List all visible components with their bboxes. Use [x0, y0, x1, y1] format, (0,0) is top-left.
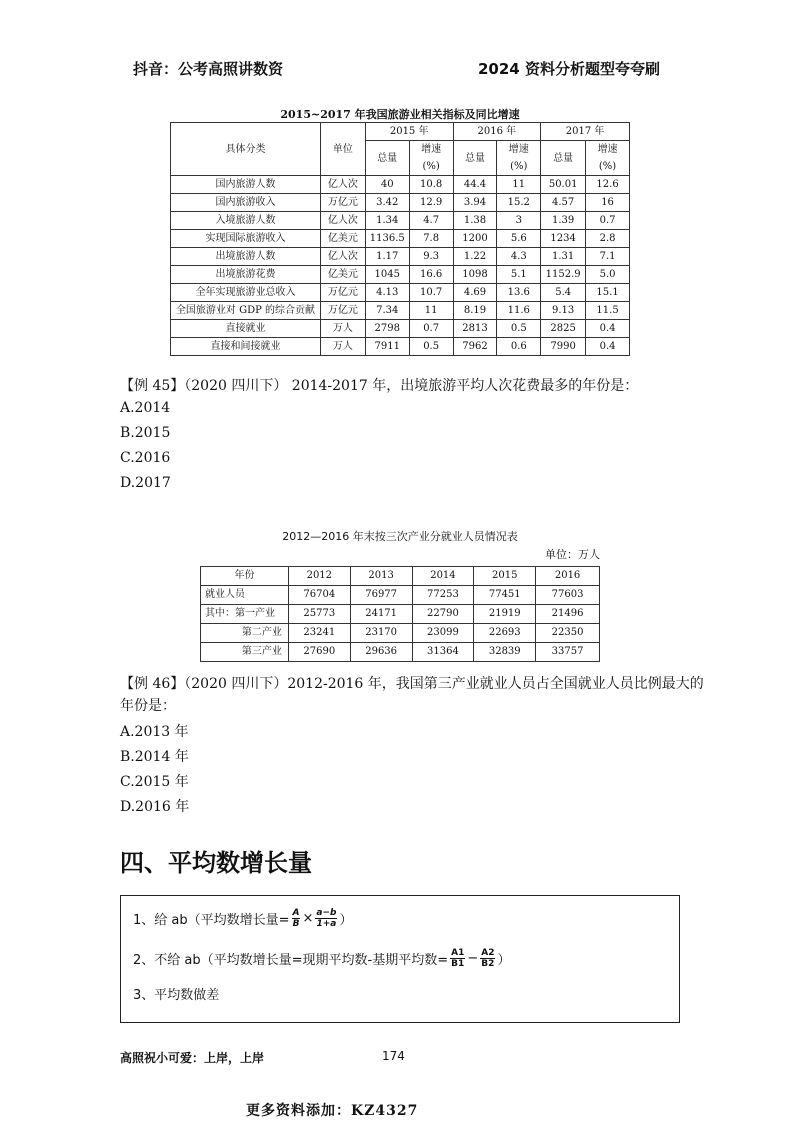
- data-cell: 76977: [350, 586, 412, 605]
- year-header: 2015 年: [365, 123, 453, 141]
- data-cell: 77603: [536, 586, 600, 605]
- row-indicator: 全国旅游业对 GDP 的综合贡献: [171, 302, 321, 320]
- employment-table: [200, 566, 600, 662]
- data-cell: 7.1: [586, 248, 630, 266]
- fraction-a2-over-b2: [480, 948, 495, 969]
- row-indicator: 直接和间接就业: [171, 338, 321, 356]
- q46-stem-line2: 年份是：: [120, 698, 176, 714]
- data-cell: 1.38: [453, 212, 497, 230]
- table-row: [171, 176, 630, 194]
- year-header: 2014: [412, 567, 474, 586]
- year-header: 2016: [536, 567, 600, 586]
- data-cell: 7911: [365, 338, 409, 356]
- data-cell: 0.5: [409, 338, 453, 356]
- data-cell: 23241: [288, 624, 350, 643]
- q46-stem-line1: 【例 46】（2020 四川下）2012-2016 年，我国第三产业就业人员占全国就业人员比例最大的: [120, 676, 704, 692]
- data-cell: 15.1: [586, 284, 630, 302]
- q46-option-d: D.2016 年: [120, 799, 190, 815]
- data-cell: 12.9: [409, 194, 453, 212]
- q46-option-a: A.2013 年: [120, 724, 189, 740]
- row-label: 其中：第一产业: [201, 605, 289, 624]
- row-unit: 亿美元: [320, 230, 365, 248]
- sub-total: 总量: [453, 141, 497, 176]
- data-cell: 1234: [541, 230, 586, 248]
- data-cell: 21919: [474, 605, 536, 624]
- sub-pct: (%): [497, 158, 541, 176]
- item2-suffix: ）: [497, 953, 511, 968]
- row-unit: 万人: [320, 320, 365, 338]
- data-cell: 2.8: [586, 230, 630, 248]
- table-row: [171, 338, 630, 356]
- data-cell: 1.17: [365, 248, 409, 266]
- data-cell: 2825: [541, 320, 586, 338]
- row-unit: 万人: [320, 338, 365, 356]
- data-cell: 3: [497, 212, 541, 230]
- data-cell: 1200: [453, 230, 497, 248]
- row-unit: 亿人次: [320, 176, 365, 194]
- row-label: 就业人员: [201, 586, 289, 605]
- data-cell: 4.13: [365, 284, 409, 302]
- q46-option-b: B.2014 年: [120, 749, 189, 765]
- table-row: [171, 248, 630, 266]
- sub-pct: (%): [409, 158, 453, 176]
- row-indicator: 实现国际旅游收入: [171, 230, 321, 248]
- row-indicator: 出境旅游花费: [171, 266, 321, 284]
- data-cell: 23099: [412, 624, 474, 643]
- q45-option-b: B.2015: [120, 425, 171, 441]
- formula-item-1: [133, 908, 352, 929]
- page-number: 174: [382, 1049, 405, 1063]
- table-row: [201, 586, 600, 605]
- data-cell: 7.34: [365, 302, 409, 320]
- q45-stem: 【例 45】（2020 四川下） 2014-2017 年，出境旅游平均人次花费最多的年份是：: [120, 378, 639, 394]
- year-header: 2015: [474, 567, 536, 586]
- data-cell: 40: [365, 176, 409, 194]
- frac-den: B1: [451, 959, 465, 969]
- data-cell: 5.1: [497, 266, 541, 284]
- data-cell: 0.7: [586, 212, 630, 230]
- data-cell: 1.34: [365, 212, 409, 230]
- data-cell: 27690: [288, 643, 350, 662]
- data-cell: 1.39: [541, 212, 586, 230]
- sub-growth: 增速: [409, 141, 453, 159]
- data-cell: 1045: [365, 266, 409, 284]
- year-label-header: 年份: [201, 567, 289, 586]
- frac-num: A: [292, 908, 300, 918]
- data-cell: 77451: [474, 586, 536, 605]
- data-cell: 4.7: [409, 212, 453, 230]
- data-cell: 76704: [288, 586, 350, 605]
- data-cell: 9.3: [409, 248, 453, 266]
- data-cell: 25773: [288, 605, 350, 624]
- row-indicator: 全年实现旅游业总收入: [171, 284, 321, 302]
- data-cell: 1.31: [541, 248, 586, 266]
- fraction-a1-over-b1: [450, 948, 465, 969]
- year-header: 2013: [350, 567, 412, 586]
- table-row: [171, 230, 630, 248]
- data-cell: 4.69: [453, 284, 497, 302]
- formula-box: [120, 895, 680, 1023]
- col-unit-header: 单位: [320, 123, 365, 176]
- table-row: [201, 605, 600, 624]
- data-cell: 2798: [365, 320, 409, 338]
- data-cell: 7.8: [409, 230, 453, 248]
- row-unit: 万亿元: [320, 194, 365, 212]
- data-cell: 31364: [412, 643, 474, 662]
- frac-num: A1: [451, 948, 465, 958]
- data-cell: 44.4: [453, 176, 497, 194]
- row-unit: 万亿元: [320, 302, 365, 320]
- table-row: [171, 302, 630, 320]
- data-cell: 11.6: [497, 302, 541, 320]
- sub-growth: 增速: [586, 141, 630, 159]
- row-indicator: 出境旅游人数: [171, 248, 321, 266]
- tourism-table: [170, 122, 630, 356]
- row-label: 第二产业: [201, 624, 289, 643]
- data-cell: 11.5: [586, 302, 630, 320]
- times-sign: ×: [302, 911, 314, 926]
- data-cell: 13.6: [497, 284, 541, 302]
- frac-num: A2: [481, 948, 495, 958]
- data-cell: 3.94: [453, 194, 497, 212]
- data-cell: 0.6: [497, 338, 541, 356]
- data-cell: 9.13: [541, 302, 586, 320]
- frac-den: 1+a: [316, 919, 337, 929]
- sub-total: 总量: [365, 141, 409, 176]
- header-left: 抖音：公考高照讲数资: [133, 60, 284, 78]
- data-cell: 1136.5: [365, 230, 409, 248]
- sub-growth: 增速: [497, 141, 541, 159]
- table-row: [171, 284, 630, 302]
- data-cell: 24171: [350, 605, 412, 624]
- item1-suffix: ）: [339, 913, 353, 928]
- data-cell: 1098: [453, 266, 497, 284]
- row-indicator: 直接就业: [171, 320, 321, 338]
- row-unit: 亿人次: [320, 212, 365, 230]
- data-cell: 4.3: [497, 248, 541, 266]
- table-row: [201, 624, 600, 643]
- data-cell: 22693: [474, 624, 536, 643]
- data-cell: 4.57: [541, 194, 586, 212]
- data-cell: 5.6: [497, 230, 541, 248]
- table-row: [171, 266, 630, 284]
- frac-den: B2: [481, 959, 495, 969]
- data-cell: 16: [586, 194, 630, 212]
- row-indicator: 入境旅游人数: [171, 212, 321, 230]
- data-cell: 7962: [453, 338, 497, 356]
- data-cell: 5.0: [586, 266, 630, 284]
- data-cell: 1.22: [453, 248, 497, 266]
- data-cell: 15.2: [497, 194, 541, 212]
- data-cell: 29636: [350, 643, 412, 662]
- data-cell: 10.8: [409, 176, 453, 194]
- table1-title: 2015~2017 年我国旅游业相关指标及同比增速: [280, 108, 520, 121]
- data-cell: 10.7: [409, 284, 453, 302]
- table-row: [171, 320, 630, 338]
- row-label: 第三产业: [201, 643, 289, 662]
- col-indicator-header: 具体分类: [171, 123, 321, 176]
- data-cell: 11: [409, 302, 453, 320]
- data-cell: 8.19: [453, 302, 497, 320]
- table2-unit: 单位：万人: [545, 548, 600, 561]
- row-unit: 万亿元: [320, 284, 365, 302]
- year-header: 2012: [288, 567, 350, 586]
- data-cell: 2813: [453, 320, 497, 338]
- row-unit: 亿美元: [320, 266, 365, 284]
- footer-left: 高照祝小可爱：上岸，上岸: [120, 1051, 265, 1065]
- data-cell: 23170: [350, 624, 412, 643]
- fraction-growth: [315, 908, 337, 929]
- item2-prefix: 2、不给 ab（平均数增长量=现期平均数-基期平均数=: [133, 953, 449, 968]
- item1-prefix: 1、给 ab（平均数增长量=: [133, 913, 290, 928]
- year-header: 2017 年: [541, 123, 630, 141]
- q45-option-c: C.2016: [120, 450, 171, 466]
- data-cell: 0.4: [586, 320, 630, 338]
- data-cell: 22350: [536, 624, 600, 643]
- formula-item-2: [133, 948, 511, 969]
- data-cell: 1152.9: [541, 266, 586, 284]
- table-row: [201, 643, 600, 662]
- data-cell: 0.4: [586, 338, 630, 356]
- fraction-a-over-b: [292, 908, 301, 929]
- header-right: 2024 资料分析题型夸夸刷: [478, 60, 660, 78]
- data-cell: 0.5: [497, 320, 541, 338]
- section-title: 四、平均数增长量: [120, 849, 312, 877]
- sub-pct: (%): [586, 158, 630, 176]
- table-row: [171, 212, 630, 230]
- data-cell: 77253: [412, 586, 474, 605]
- year-header: 2016 年: [453, 123, 541, 141]
- data-cell: 50.01: [541, 176, 586, 194]
- frac-den: B: [292, 919, 300, 929]
- minus-sign: −: [467, 951, 479, 966]
- data-cell: 16.6: [409, 266, 453, 284]
- data-cell: 11: [497, 176, 541, 194]
- footer-contact: 更多资料添加：KZ4327: [246, 1103, 419, 1119]
- table-header-row: [201, 567, 600, 586]
- data-cell: 32839: [474, 643, 536, 662]
- frac-num: a−b: [316, 908, 337, 918]
- row-unit: 亿人次: [320, 248, 365, 266]
- data-cell: 7990: [541, 338, 586, 356]
- table2-title: 2012—2016 年末按三次产业分就业人员情况表: [282, 530, 518, 543]
- q45-option-a: A.2014: [120, 400, 171, 416]
- data-cell: 33757: [536, 643, 600, 662]
- data-cell: 21496: [536, 605, 600, 624]
- q46-option-c: C.2015 年: [120, 774, 189, 790]
- data-cell: 0.7: [409, 320, 453, 338]
- q45-option-d: D.2017: [120, 475, 171, 491]
- data-cell: 22790: [412, 605, 474, 624]
- formula-item-3: 3、平均数做差: [133, 988, 220, 1003]
- data-cell: 3.42: [365, 194, 409, 212]
- row-indicator: 国内旅游人数: [171, 176, 321, 194]
- row-indicator: 国内旅游收入: [171, 194, 321, 212]
- sub-total: 总量: [541, 141, 586, 176]
- data-cell: 5.4: [541, 284, 586, 302]
- data-cell: 12.6: [586, 176, 630, 194]
- table-row: [171, 194, 630, 212]
